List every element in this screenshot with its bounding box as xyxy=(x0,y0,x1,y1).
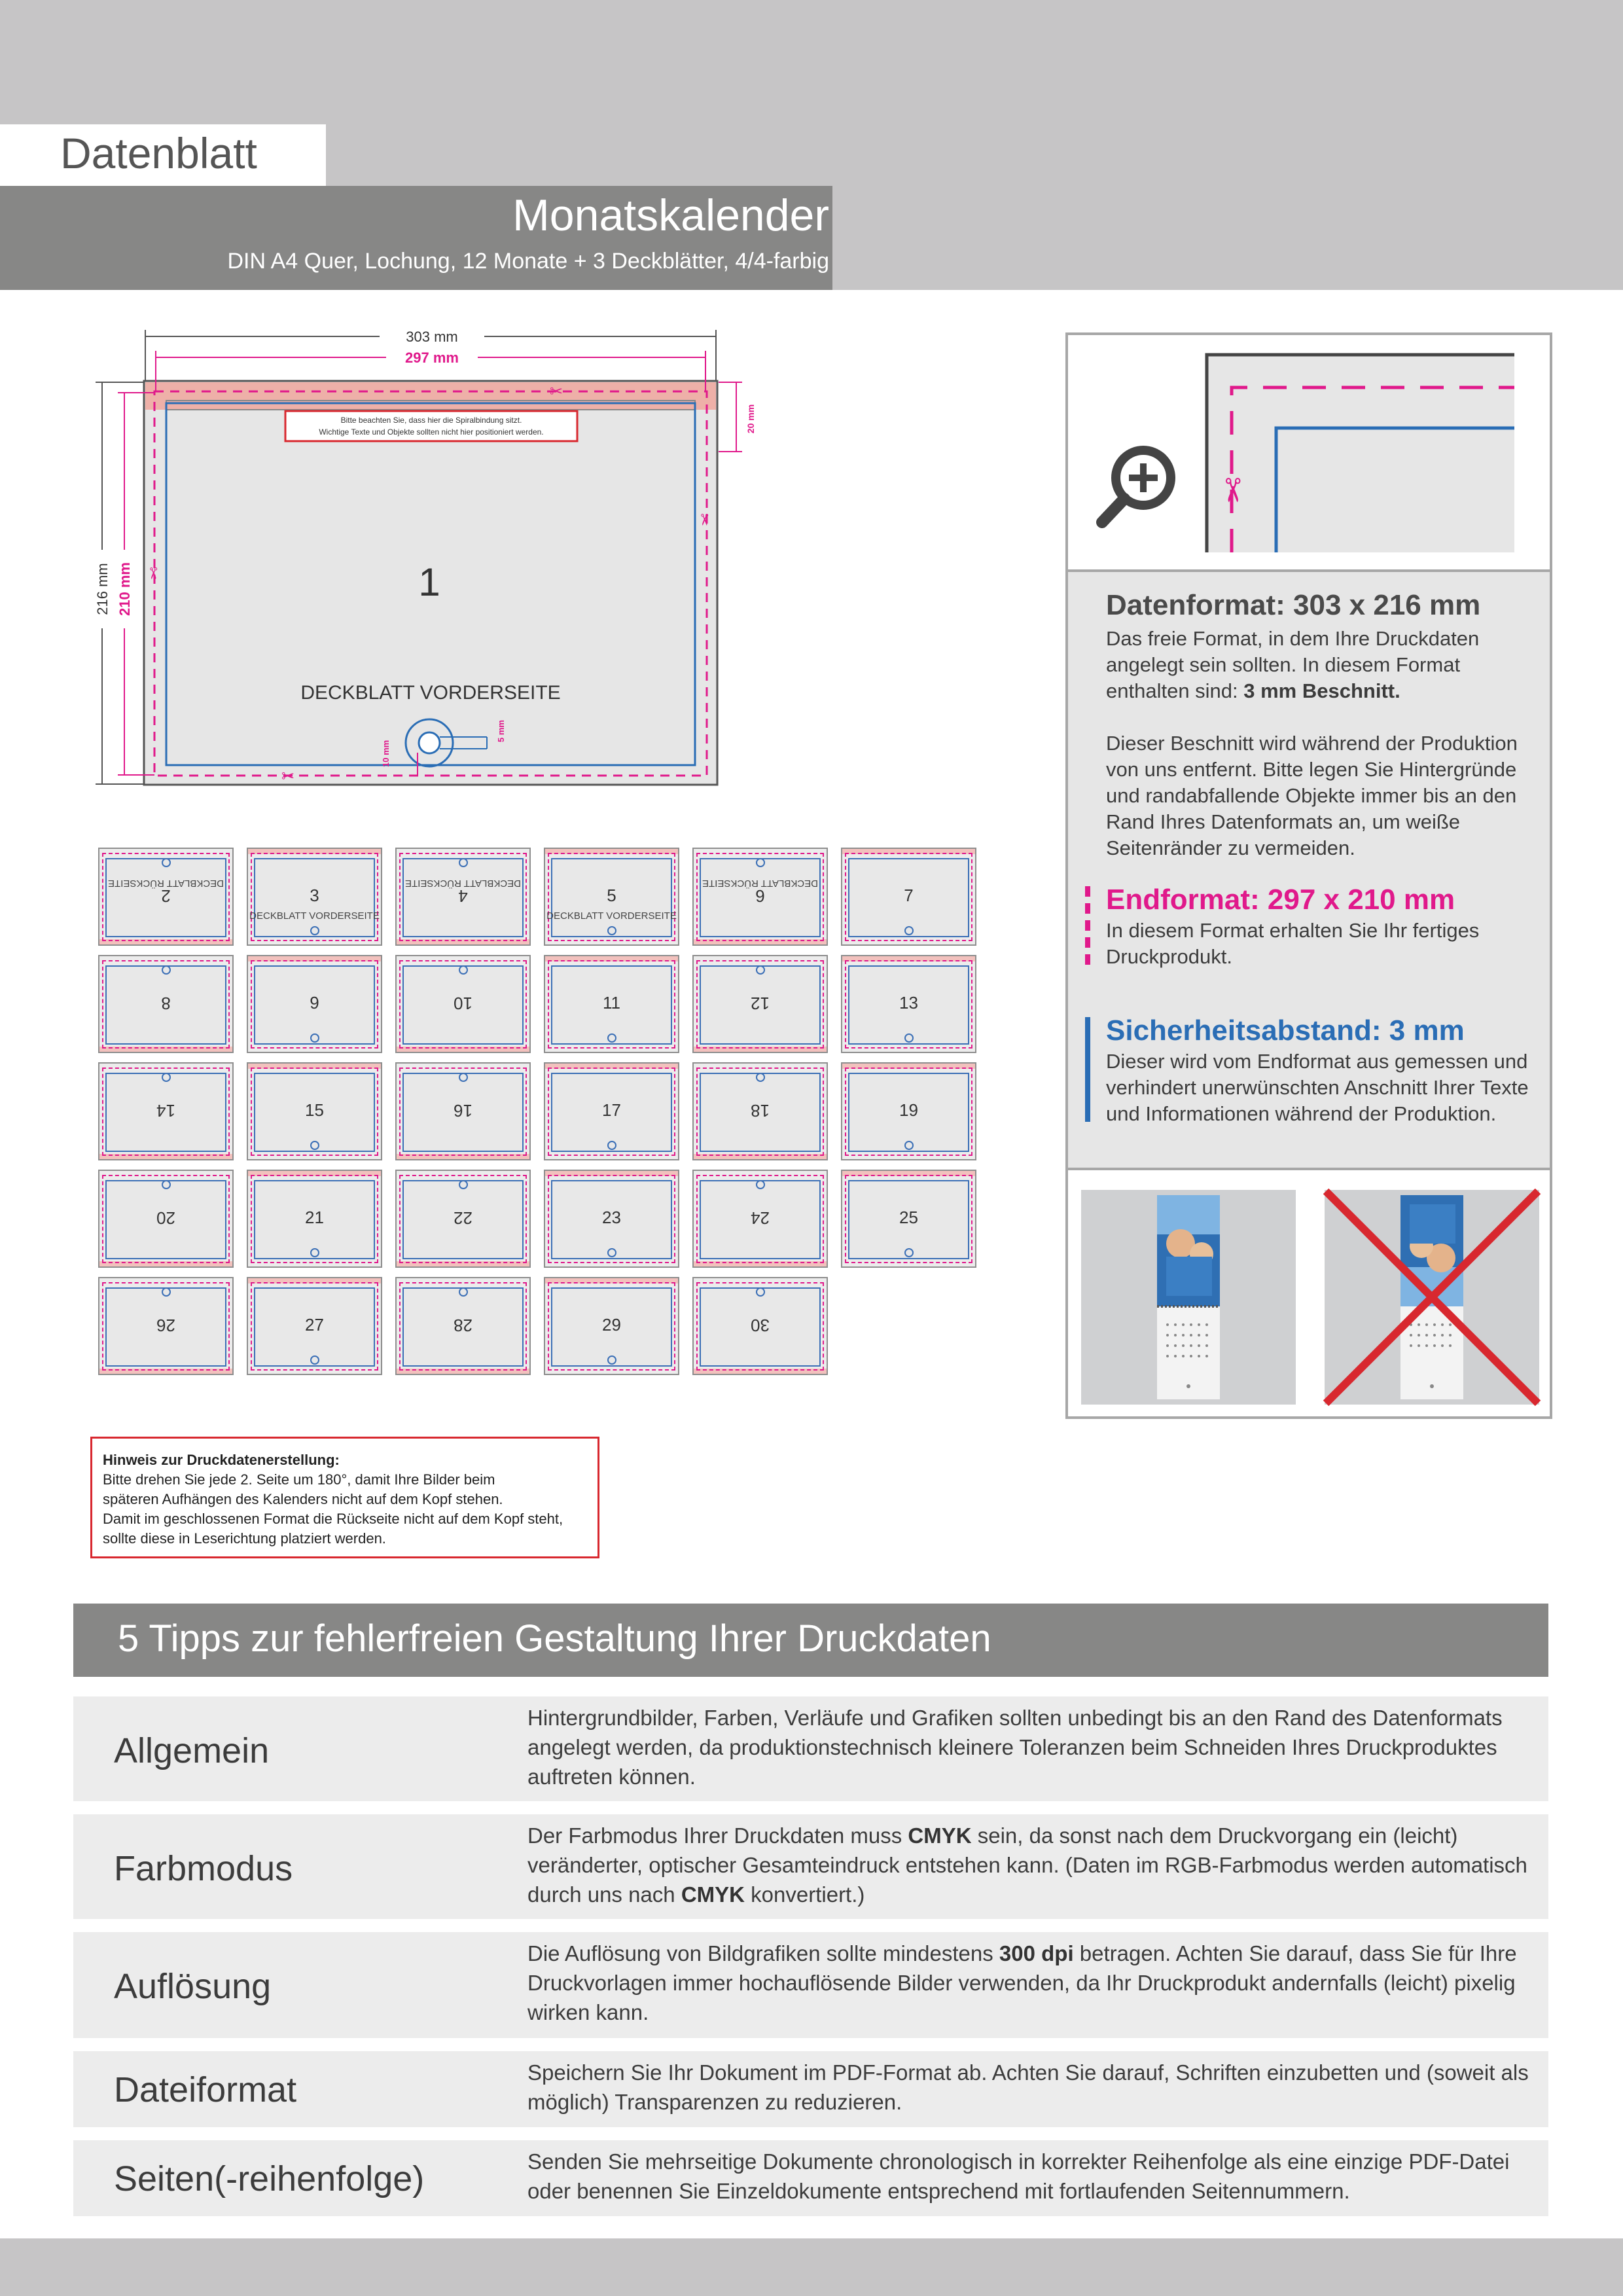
tip-row-allgemein xyxy=(73,1696,1548,1801)
thumb-page-number: 20 xyxy=(156,1208,175,1228)
thumb-page-number: 28 xyxy=(454,1316,473,1335)
spiral-warning-line-1: Bitte beachten Sie, dass hier die Spiralbindung sitzt. xyxy=(340,416,522,425)
corner-sheet xyxy=(1207,355,1514,552)
page-thumbnail xyxy=(395,1277,531,1375)
hint-line: Bitte drehen Sie jede 2. Seite um 180°, damit Ihre Bilder beim xyxy=(103,1471,495,1488)
spiral-warning-line-2: Wichtige Texte und Objekte sollten nicht hier positioniert werden. xyxy=(319,427,544,437)
thumb-page-number: 15 xyxy=(305,1100,324,1120)
tips-title: 5 Tipps zur fehlerfreien Gestaltung Ihrer Druckdaten xyxy=(118,1617,991,1660)
outer-width-label: 303 mm xyxy=(406,329,458,345)
sicherheit-title: Sicherheitsabstand: 3 mm xyxy=(1106,1014,1465,1047)
page-thumbnail xyxy=(247,1277,382,1375)
thumb-page-number: 16 xyxy=(454,1101,473,1121)
page-thumbnail xyxy=(98,1277,234,1375)
corner-detail-graphic xyxy=(1068,335,1550,569)
hole-offset-h-label: 5 mm xyxy=(496,720,506,742)
tip-row-aufloesung xyxy=(73,1932,1548,2038)
page-thumbnail xyxy=(692,955,828,1053)
thumb-page-number: 2 xyxy=(161,886,171,906)
format-diagram xyxy=(92,321,785,805)
trim-width-label: 297 mm xyxy=(405,350,459,366)
page-thumbnail xyxy=(841,1062,976,1160)
zoom-detail xyxy=(1068,335,1550,572)
page-thumbnail xyxy=(98,1170,234,1268)
tip-text-bold: CMYK xyxy=(908,1823,972,1848)
hole-icon xyxy=(756,858,765,867)
thumb-page-number: 17 xyxy=(602,1100,621,1120)
hole-icon xyxy=(607,926,616,935)
page-thumbnail xyxy=(544,1170,679,1268)
hole-icon xyxy=(459,1287,468,1297)
thumb-page-number: 19 xyxy=(899,1100,918,1120)
hole-icon xyxy=(756,965,765,975)
hole-icon xyxy=(607,1141,616,1150)
hole-icon xyxy=(310,1141,319,1150)
tip-text: Senden Sie mehrseitige Dokumente chronologisch in korrekter Reihenfolge als eine einzige PDF-Datei oder benennen Sie Einzeldokumente entsprechend mit fortlaufenden Seitennummern. xyxy=(527,2149,1510,2203)
thumb-page-number: 8 xyxy=(161,994,171,1013)
spiral-offset-label: 20 mm xyxy=(745,404,756,434)
scissors-icon: ✂ xyxy=(695,513,713,527)
sicherheit-marker xyxy=(1085,1017,1090,1122)
tip-text-part: Die Auflösung von Bildgrafiken sollte mindestens xyxy=(527,1941,999,1965)
page-label: DECKBLATT VORDERSEITE xyxy=(300,682,561,704)
hole-icon xyxy=(904,1141,914,1150)
thumb-page-label: DECKBLATT VORDERSEITE xyxy=(546,910,677,922)
thumb-page-number: 6 xyxy=(755,886,765,906)
thumb-page-number: 22 xyxy=(454,1208,473,1228)
page-thumbnail xyxy=(395,1062,531,1160)
thumb-page-number: 5 xyxy=(607,886,616,905)
beschnitt-text: Dieser Beschnitt wird während der Produktion von uns entfernt. Bitte legen Sie Hintergründe und randabfallende Objekte immer bis an den Rand Ihres Datenformats an, um weiße Seitenränder zu vermeiden. xyxy=(1106,732,1518,859)
thumb-page-label: DECKBLATT RÜCKSEITE xyxy=(108,878,224,889)
thumb-page-label: DECKBLATT RÜCKSEITE xyxy=(702,878,818,889)
page-thumbnail xyxy=(395,848,531,946)
endformat-marker xyxy=(1085,886,1090,965)
thumb-page-number: 26 xyxy=(156,1316,175,1335)
hole-icon xyxy=(607,1248,616,1257)
page-thumbnail xyxy=(841,848,976,946)
hole-icon xyxy=(162,858,171,867)
tip-row-dateiformat xyxy=(73,2051,1548,2127)
tip-name: Allgemein xyxy=(114,1731,270,1770)
thumb-page-label: DECKBLATT RÜCKSEITE xyxy=(405,878,521,889)
hole-icon xyxy=(310,1355,319,1365)
hole-icon xyxy=(162,1180,171,1189)
page-number: 1 xyxy=(418,560,440,604)
tip-text-bold: 300 dpi xyxy=(999,1941,1074,1965)
hole-icon xyxy=(904,1248,914,1257)
page-thumbnail xyxy=(395,1170,531,1268)
page-thumbnail xyxy=(841,955,976,1053)
hole-icon xyxy=(162,965,171,975)
thumb-page-number: 7 xyxy=(904,886,914,905)
page-thumbnail xyxy=(544,1062,679,1160)
hole-icon xyxy=(459,965,468,975)
page-thumbnail xyxy=(98,1062,234,1160)
hole-icon xyxy=(310,926,319,935)
hole-icon xyxy=(904,926,914,935)
page-subtitle: DIN A4 Quer, Lochung, 12 Monate + 3 Deckblätter, 4/4-farbig xyxy=(227,249,829,274)
datenformat-text xyxy=(1106,626,1538,704)
thumb-page-number: 27 xyxy=(305,1315,324,1335)
scissors-icon: ✂ xyxy=(1214,476,1251,504)
scissors-icon: ✂ xyxy=(144,567,162,581)
hole-icon xyxy=(459,1073,468,1082)
page-thumbnail xyxy=(247,848,382,946)
hole-offset-v-label: 10 mm xyxy=(381,740,391,767)
thumb-page-number: 14 xyxy=(156,1101,175,1121)
thumb-page-number: 23 xyxy=(602,1208,621,1227)
datenformat-text-a: Das freie Format, in dem Ihre Druckdaten angelegt sein sollten. In diesem Format enthalten sind: xyxy=(1106,627,1480,702)
page-thumbnail xyxy=(395,955,531,1053)
tip-text xyxy=(527,1939,1535,2027)
datenformat-title: Datenformat: 303 x 216 mm xyxy=(1106,589,1481,621)
endformat-title: Endformat: 297 x 210 mm xyxy=(1106,884,1455,916)
hole-icon xyxy=(162,1287,171,1297)
hole-icon xyxy=(419,732,440,753)
thumb-page-number: 11 xyxy=(603,993,620,1013)
hole-icon xyxy=(459,858,468,867)
hole-icon xyxy=(459,1180,468,1189)
tip-text-part: betragen. Achten Sie darauf, dass Sie für Ihre Druckvorlagen immer hochauflösende Bilder verwenden, da Ihr Druckprodukt andernfalls (leicht) pixelig wirken kann. xyxy=(527,1941,1517,2024)
tip-text-part: Der Farbmodus Ihrer Druckdaten muss xyxy=(527,1823,908,1848)
spiral-area xyxy=(145,382,716,410)
hint-title: Hinweis zur Druckdatenerstellung: xyxy=(103,1452,340,1468)
tip-row-farbmodus xyxy=(73,1814,1548,1919)
thumb-page-number: 29 xyxy=(602,1315,621,1335)
endformat-text: In diesem Format erhalten Sie Ihr fertiges Druckprodukt. xyxy=(1106,919,1480,968)
thumb-page-number: 3 xyxy=(310,886,319,905)
hole-icon xyxy=(607,1033,616,1043)
page-thumbnail xyxy=(692,1277,828,1375)
hole-icon xyxy=(756,1287,765,1297)
page-thumbnail xyxy=(692,1170,828,1268)
hint-line: Damit im geschlossenen Format die Rückseite nicht auf dem Kopf steht, xyxy=(103,1511,563,1527)
tip-text-part: sein, da sonst nach dem Druckvorgang ein (leicht) veränderter, optischer Gesamteindruck entstehen kann. (Daten im RGB-Farbmodus werden automatisch durch uns nach xyxy=(527,1823,1527,1907)
tip-text: Speichern Sie Ihr Dokument im PDF-Format ab. Achten Sie darauf, Schriften einzubetten und (soweit als möglich) Transparenzen zu reduzieren. xyxy=(527,2060,1529,2114)
page-thumbnail xyxy=(841,1170,976,1268)
thumb-page-number: 12 xyxy=(751,994,770,1013)
hole-icon xyxy=(904,1033,914,1043)
datenblatt-label: Datenblatt xyxy=(60,129,257,177)
tip-text-bold: CMYK xyxy=(681,1882,745,1907)
scissors-icon: ✂ xyxy=(550,383,563,401)
header-band xyxy=(0,0,1623,124)
orientation-examples xyxy=(1068,1170,1550,1416)
thumb-page-number: 30 xyxy=(751,1316,770,1335)
footer-band xyxy=(0,2238,1623,2296)
thumb-page-number: 13 xyxy=(899,993,918,1013)
tip-text xyxy=(527,1821,1535,1909)
tip-name: Farbmodus xyxy=(114,1849,293,1888)
page-thumbnail xyxy=(247,1170,382,1268)
page-thumbnail xyxy=(544,848,679,946)
hint-line: sollte diese in Leserichtung platziert werden. xyxy=(103,1530,386,1547)
hint-line: späteren Aufhängen des Kalenders nicht auf dem Kopf stehen. xyxy=(103,1491,503,1507)
page-thumbnail xyxy=(692,848,828,946)
scissors-icon: ✂ xyxy=(281,768,295,785)
hole-icon xyxy=(756,1073,765,1082)
hole-icon xyxy=(310,1033,319,1043)
thumb-page-number: 9 xyxy=(310,993,319,1013)
hole-icon xyxy=(756,1180,765,1189)
outer-height-label: 216 mm xyxy=(94,563,111,615)
page-thumbnail xyxy=(247,955,382,1053)
thumb-page-number: 24 xyxy=(751,1208,770,1228)
thumb-page-label: DECKBLATT VORDERSEITE xyxy=(249,910,380,922)
correct-calendar-image xyxy=(1081,1190,1296,1405)
hole-icon xyxy=(607,1355,616,1365)
page-thumbnail xyxy=(98,848,234,946)
tip-name: Dateiformat xyxy=(114,2070,297,2109)
info-panel xyxy=(1065,332,1552,1419)
hole-icon xyxy=(162,1073,171,1082)
print-hint-box xyxy=(90,1437,599,1558)
datenformat-text-bold: 3 mm Beschnitt. xyxy=(1243,679,1400,702)
thumb-page-number: 4 xyxy=(458,886,468,906)
format-info xyxy=(1068,572,1550,1170)
page-title: Monatskalender xyxy=(512,190,829,240)
tip-name: Seiten(-reihenfolge) xyxy=(114,2159,425,2198)
tip-name: Auflösung xyxy=(114,1967,272,2006)
page-thumbnail xyxy=(98,955,234,1053)
hole-icon xyxy=(310,1248,319,1257)
page-thumbnail xyxy=(247,1062,382,1160)
thumb-page-number: 25 xyxy=(899,1208,918,1227)
thumb-page-number: 18 xyxy=(751,1101,770,1121)
thumb-page-number: 10 xyxy=(454,994,473,1013)
tip-text: Hintergrundbilder, Farben, Verläufe und Grafiken sollten unbedingt bis an den Rand des Datenformats angelegt werden, da produktionstechnisch kleinere Toleranzen beim Schneiden Ihres Druckproduktes auftreten können. xyxy=(527,1706,1503,1789)
tip-row-seiten xyxy=(73,2140,1548,2216)
sicherheit-text: Dieser wird vom Endformat aus gemessen und verhindert unerwünschten Anschnitt Ihrer Texte und Informationen während der Produktion. xyxy=(1106,1050,1529,1125)
tip-text-part: konvertiert.) xyxy=(745,1882,865,1907)
page-thumbnail xyxy=(544,955,679,1053)
trim-height-label: 210 mm xyxy=(116,562,133,616)
page-thumbnail xyxy=(692,1062,828,1160)
thumb-page-number: 21 xyxy=(305,1208,324,1227)
page-thumbnail xyxy=(544,1277,679,1375)
zoom-in-icon xyxy=(1102,450,1171,522)
